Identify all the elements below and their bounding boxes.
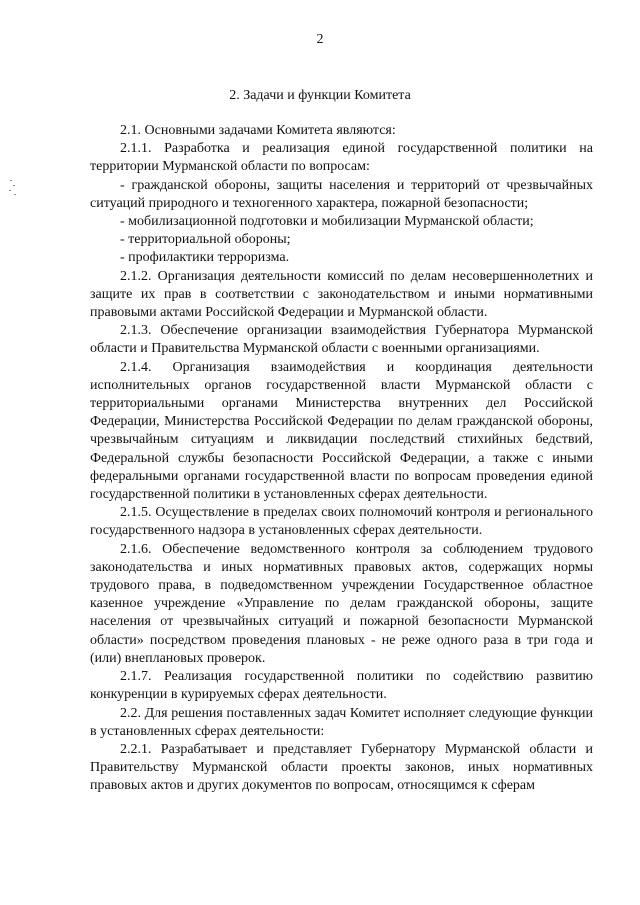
list-item-territorial-defense: - территориальной обороны; bbox=[120, 232, 291, 248]
section-title: 2. Задачи и функции Комитета bbox=[229, 88, 411, 103]
paragraph-2-1-6: 2.1.6. Обеспечение ведомственного контроля за соблюдением трудового законодательства и иных нормативных правовых актов, содержащих нормы трудового права, в подведомственном учреждении Государственное областное казенное учреждение «Управление по делам гражданской обороны, защите населения от чрезвычайных ситуаций и пожарной безопасности Мурманской области» посредством проведения плановых - не реже одного раза в три года и (или) внеплановых проверок. bbox=[90, 541, 593, 666]
page-number: 2 bbox=[316, 32, 324, 47]
paragraph-2-1-1: 2.1.1. Разработка и реализация единой государственной политики на территории Мурманской области по вопросам: bbox=[90, 141, 593, 175]
paragraph-2-1-7: 2.1.7. Реализация государственной политики по содействию развитию конкуренции в курируемых сферах деятельности. bbox=[90, 669, 593, 703]
paragraph-2-1: 2.1. Основными задачами Комитета являются: bbox=[120, 123, 396, 138]
list-item-civil-defense: - гражданской обороны, защиты населения и территорий от чрезвычайных ситуаций природного и техногенного характера, пожарной безопасности; bbox=[90, 177, 593, 211]
paragraph-2-1-2: 2.1.2. Организация деятельности комиссий по делам несовершеннолетних и защите их прав в соответствии с законодательством и иными нормативными правовыми актами Российской Федерации и Мурманской области. bbox=[90, 268, 593, 321]
paragraph-2-2-1: 2.2.1. Разрабатывает и представляет Губернатору Мурманской области и Правительству Мурманской области проекты законов, иных нормативных правовых актов и других документов по вопросам, относящимся к сферам bbox=[90, 741, 593, 794]
paragraph-2-1-4: 2.1.4. Организация взаимодействия и координация деятельности исполнительных органов государственной власти Мурманской области с территориальными органами Министерства внутренних дел Российской Федерации, Министерства Российской Федерации по делам гражданской обороны, чрезвычайным ситуациям и ликвидации последствий стихийных бедствий, Федеральной службы безопасности Российской Федерации, а также с иными федеральными органами государственной власти по вопросам проведения единой государственной политики в установленных сферах деятельности. bbox=[90, 359, 593, 503]
margin-scan-marks bbox=[8, 178, 18, 196]
paragraph-2-1-5: 2.1.5. Осуществление в пределах своих полномочий контроля и регионального государственного надзора в установленных сферах деятельности. bbox=[90, 505, 593, 539]
list-item-terrorism-prevention: - профилактики терроризма. bbox=[120, 250, 290, 266]
paragraph-2-2: 2.2. Для решения поставленных задач Комитет исполняет следующие функции в установленных сферах деятельности: bbox=[90, 705, 593, 739]
document-body bbox=[90, 122, 593, 796]
list-item-mobilization: - мобилизационной подготовки и мобилизации Мурманской области; bbox=[120, 214, 534, 230]
paragraph-2-1-3: 2.1.3. Обеспечение организации взаимодействия Губернатора Мурманской области и Правительства Мурманской области с военными организациями. bbox=[90, 323, 593, 357]
